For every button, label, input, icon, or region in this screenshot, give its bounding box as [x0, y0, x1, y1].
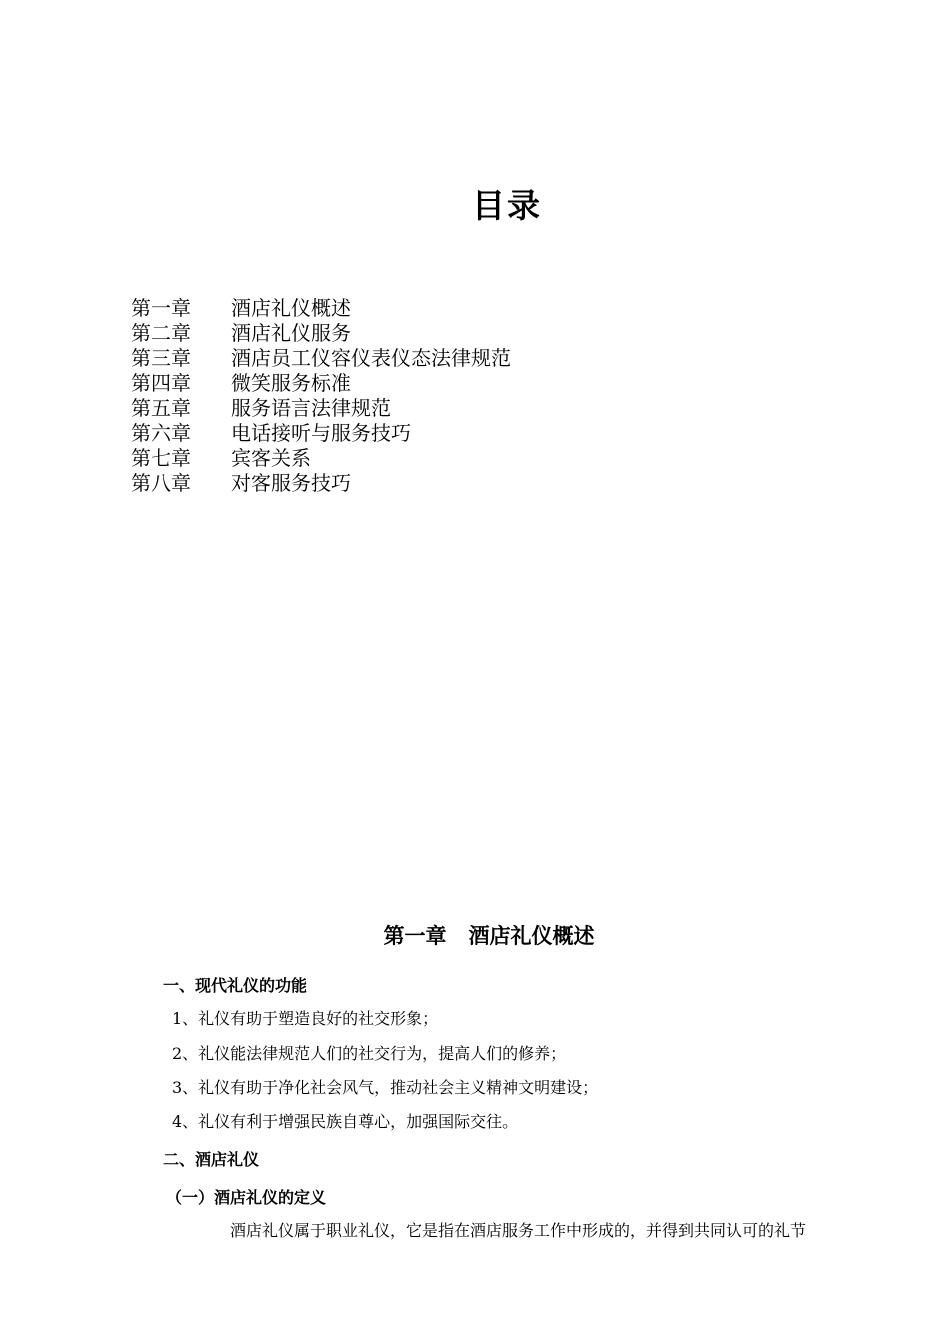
- toc-list: [131, 296, 511, 496]
- chapter-title: 酒店礼仪概述: [468, 923, 595, 948]
- toc-entry-number: 第六章: [131, 421, 191, 445]
- toc-entry-number: 第三章: [131, 346, 191, 370]
- chapter-heading: [0, 920, 950, 950]
- toc-entry-number: 第七章: [131, 446, 191, 470]
- toc-entry: [131, 396, 511, 421]
- section-heading: 一、现代礼仪的功能: [163, 976, 308, 995]
- list-item: 2、礼仪能法律规范人们的社交行为，提高人们的修养；: [172, 1044, 567, 1063]
- toc-entry-title: 服务语言法律规范: [231, 396, 391, 420]
- toc-entry-number: 第五章: [131, 396, 191, 420]
- toc-entry-title: 酒店礼仪服务: [231, 321, 351, 345]
- toc-entry-title: 宾客关系: [231, 446, 311, 470]
- body-paragraph: 酒店礼仪属于职业礼仪，它是指在酒店服务工作中形成的，并得到共同认可的礼节: [230, 1221, 807, 1240]
- toc-entry-number: 第一章: [131, 296, 191, 320]
- toc-entry-title: 对客服务技巧: [231, 471, 351, 495]
- list-item: 1、礼仪有助于塑造良好的社交形象；: [172, 1009, 439, 1028]
- toc-entry: [131, 471, 511, 496]
- toc-entry: [131, 346, 511, 371]
- toc-entry-title: 电话接听与服务技巧: [231, 421, 411, 445]
- chapter-number: 第一章: [383, 923, 447, 948]
- toc-entry-title: 酒店礼仪概述: [231, 296, 351, 320]
- toc-entry: [131, 446, 511, 471]
- toc-entry-title: 酒店员工仪容仪表仪态法律规范: [231, 346, 511, 370]
- toc-entry: [131, 296, 511, 321]
- list-item: 4、礼仪有利于增强民族自尊心，加强国际交往。: [172, 1112, 519, 1131]
- toc-entry-number: 第四章: [131, 371, 191, 395]
- toc-entry-number: 第八章: [131, 471, 191, 495]
- subsection-heading: （一）酒店礼仪的定义: [166, 1188, 327, 1207]
- toc-title: 目录: [472, 186, 542, 225]
- toc-entry: [131, 421, 511, 446]
- toc-entry-title: 微笑服务标准: [231, 371, 351, 395]
- toc-entry: [131, 321, 511, 346]
- section-heading: 二、酒店礼仪: [163, 1150, 260, 1169]
- toc-entry-number: 第二章: [131, 321, 191, 345]
- toc-entry: [131, 371, 511, 396]
- list-item: 3、礼仪有助于净化社会风气，推动社会主义精神文明建设；: [172, 1078, 599, 1097]
